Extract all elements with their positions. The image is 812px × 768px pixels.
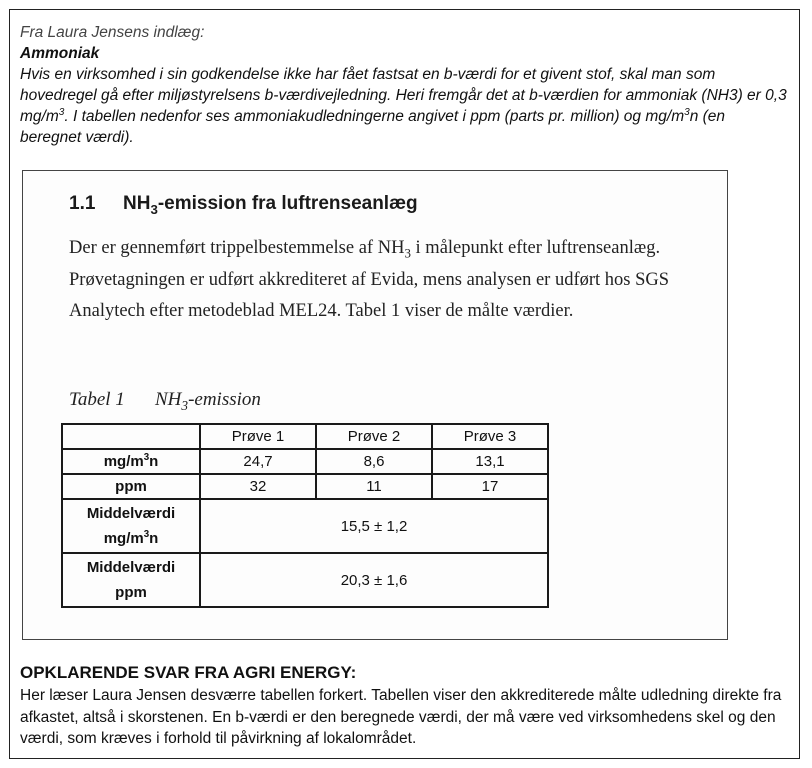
quote-sup-1: 3 — [58, 106, 65, 118]
row-label-mean-mg-sup: 3 — [143, 529, 150, 540]
cell-ppm-prove-3: 17 — [432, 474, 548, 499]
cell-mg-prove-3: 13,1 — [432, 449, 548, 474]
table-row-mg — [62, 449, 548, 474]
section-number: 1.1 — [69, 193, 96, 214]
section-title-b: -emission fra luftrenseanlæg — [157, 193, 418, 214]
quote-source: Fra Laura Jensens indlæg: — [20, 24, 205, 41]
row-label-mean-mg — [62, 499, 200, 553]
section-body — [69, 233, 719, 328]
quote-text-2: . I tabellen nedenfor ses ammoniakudledningerne angivet i ppm (parts pr. million) og mg/m — [64, 108, 685, 125]
cell-ppm-prove-2: 11 — [316, 474, 432, 499]
section-title — [69, 193, 418, 215]
row-label-ppm: ppm — [62, 474, 200, 499]
row-label-mg — [62, 449, 200, 474]
section-body-a: Der er gennemført trippelbestemmelse af NH — [69, 238, 405, 258]
emission-table — [61, 423, 549, 608]
intro-block — [20, 22, 790, 148]
section-body-b: i målepunkt efter luftrenseanlæg. Prøvetagningen er udført akkrediteret af Evida, mens analysen er udført hos SGS Analytech efter metodeblad MEL24. Tabel 1 viser de målte værdier. — [69, 238, 670, 321]
cell-mean-ppm: 20,3 ± 1,6 — [200, 553, 548, 607]
row-label-mean-mg-a: mg/m — [103, 530, 144, 547]
row-label-mg-a: mg/m — [103, 453, 144, 470]
cell-ppm-prove-1: 32 — [200, 474, 316, 499]
cell-mg-prove-2: 8,6 — [316, 449, 432, 474]
table-row-mean-ppm — [62, 553, 548, 607]
row-label-mg-b: n — [149, 453, 159, 470]
quote-sup-2: 3 — [684, 106, 690, 118]
row-label-mean-ppm-line1: Middelværdi — [86, 559, 176, 576]
cell-mg-prove-1: 24,7 — [200, 449, 316, 474]
row-label-mg-sup: 3 — [143, 452, 150, 463]
header-cell-prove-1: Prøve 1 — [200, 424, 316, 449]
table-header-row — [62, 424, 548, 449]
table-title-b: -emission — [188, 389, 261, 410]
answer-title: OPKLARENDE SVAR FRA AGRI ENERGY: — [20, 663, 357, 682]
header-cell-prove-3: Prøve 3 — [432, 424, 548, 449]
section-body-sub: 3 — [404, 245, 411, 261]
answer-body: Her læser Laura Jensen desværre tabellen forkert. Tabellen viser den akkrediterede målte udledning direkte fra afkastet, altså i skorstenen. En b-værdi er den beregnede værdi, der må være ved virksomhedens skel og den værdi, som kræves i forhold til påvirkning af lokalområdet. — [20, 687, 782, 747]
table-row-mean-mg — [62, 499, 548, 553]
table-caption — [69, 389, 261, 411]
table-row-ppm — [62, 474, 548, 499]
section-title-sub: 3 — [150, 201, 158, 217]
row-label-mean-mg-b: n — [149, 530, 159, 547]
header-cell-prove-2: Prøve 2 — [316, 424, 432, 449]
quote-text-1: Hvis en virksomhed i sin godkendelse ikke har fået fastsat en b-værdi for et givent stof, skal man som hovedregel gå efter miljøstyrelsens b-værdivejledning. Heri fremgår det at b-værdien for ammoniak (NH3) er 0,3 mg/m — [20, 66, 787, 125]
section-title-a: NH — [123, 193, 151, 214]
quote-text-3: n (en beregnet værdi). — [20, 108, 726, 146]
quote-heading: Ammoniak — [20, 45, 100, 62]
table-title-a: NH — [155, 389, 182, 410]
report-excerpt-image — [22, 170, 728, 640]
quote-paragraph — [20, 64, 790, 148]
table-title-sub: 3 — [181, 397, 189, 413]
row-label-mean-ppm-line2: ppm — [115, 584, 147, 601]
header-cell-empty — [62, 424, 200, 449]
row-label-mean-mg-line1: Middelværdi — [86, 505, 176, 522]
cell-mean-mg: 15,5 ± 1,2 — [200, 499, 548, 553]
table-label: Tabel 1 — [69, 389, 125, 410]
row-label-mean-ppm — [62, 553, 200, 607]
